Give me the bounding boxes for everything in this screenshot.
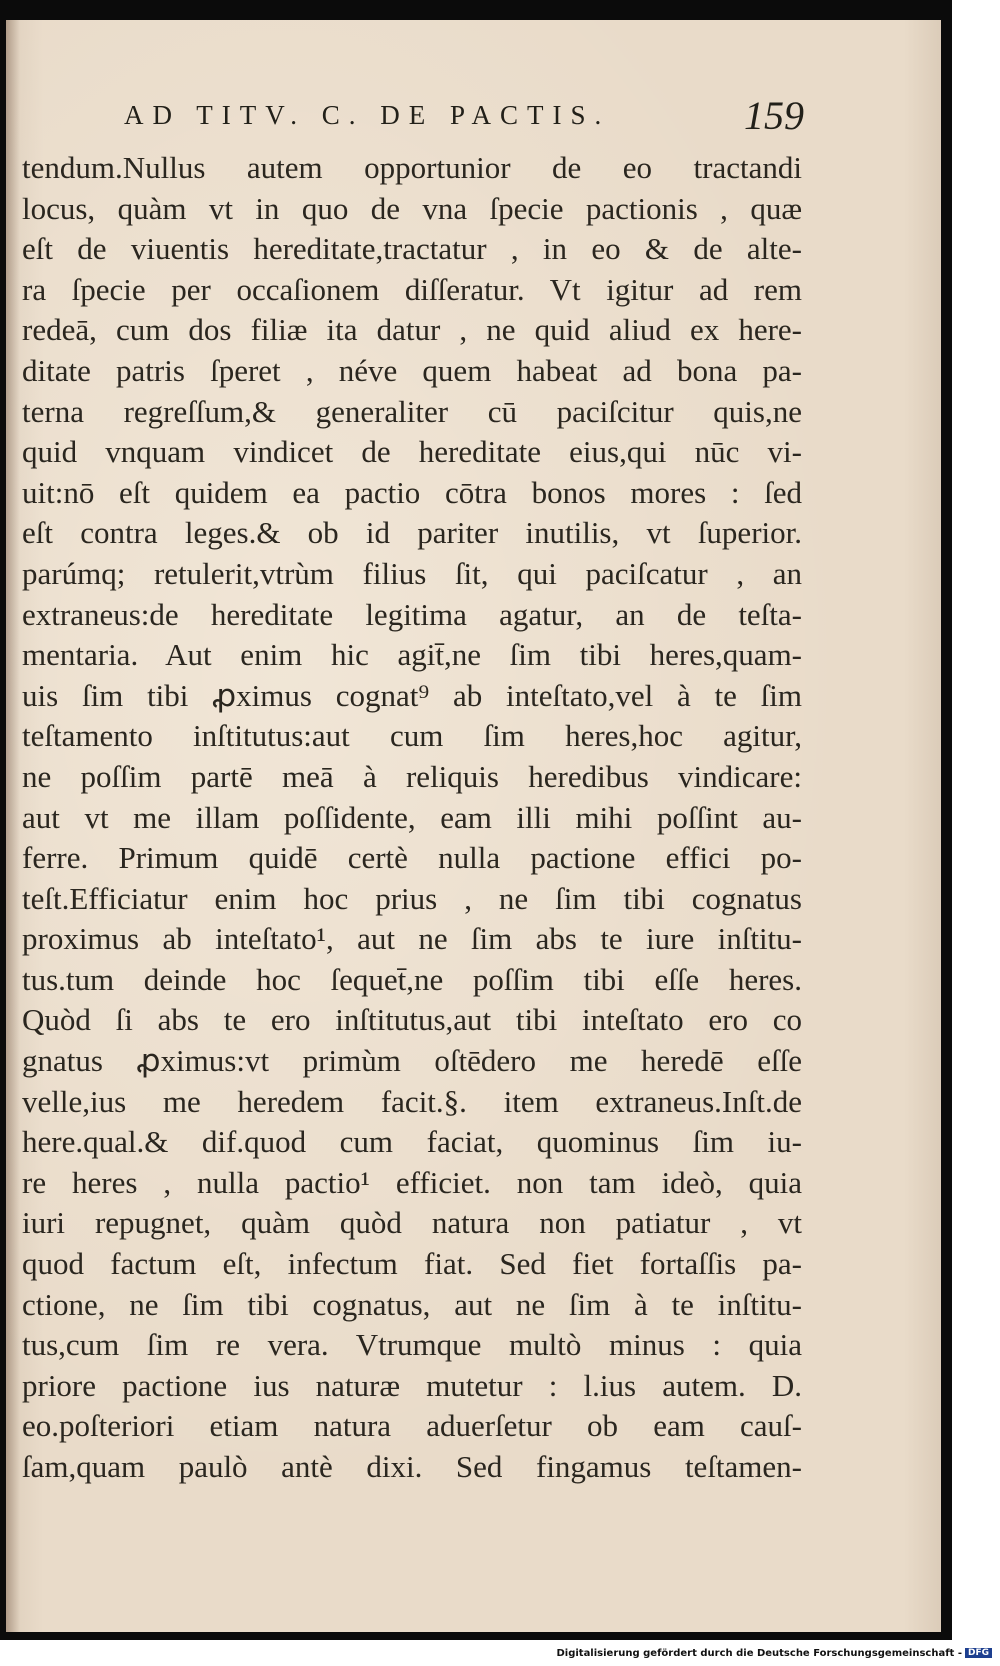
text-line: uis ſim tibi ꝓximus cognat⁹ ab inteſtato,vel à te ſim [22,677,802,713]
text-line: teſtamento inſtitutus:aut cum ſim heres,hoc agitur, [22,718,802,754]
book-page [6,20,941,1632]
gutter-shadow [6,20,20,1632]
text-line: eſt contra leges.& ob id pariter inutilis, vt ſuperior. [22,515,802,551]
text-line: eſt de viuentis hereditate,tractatur , in eo & de alte- [22,231,802,267]
running-head: AD TITV. C. DE PACTIS. [124,100,611,130]
text-line: velle,ius me heredem facit.§. item extraneus.Inſt.de [22,1083,802,1119]
digitization-credit [556,1648,992,1659]
text-line: extraneus:de hereditate legitima agatur, an de teſta- [22,596,802,632]
text-line: uit:nō eſt quidem ea pactio cōtra bonos mores : ſed [22,474,802,510]
text-line: quod factum eſt, infectum fiat. Sed fiet fortaſſis pa- [22,1246,802,1282]
text-line: locus, quàm vt in quo de vna ſpecie pactionis , quæ [22,190,802,226]
text-line: mentaria. Aut enim hic agit̄,ne ſim tibi heres,quam- [22,637,802,673]
credit-text: Digitalisierung gefördert durch die Deutsche Forschungsgemeinschaft - [556,1648,962,1659]
text-line: here.qual.& dif.quod cum faciat, quominus ſim iu- [22,1124,802,1160]
text-line: priore pactione ius naturæ mutetur : l.ius autem. D. [22,1367,802,1403]
text-line: tendum.Nullus autem opportunior de eo tractandi [22,150,802,185]
text-line: ditate patris ſperet , néve quem habeat ad bona pa- [22,352,802,388]
text-line: quid vnquam vindicet de hereditate eius,qui nūc vi- [22,434,802,470]
text-line: proximus ab inteſtato¹, aut ne ſim abs te iure inſtitu- [22,921,802,957]
text-line: tus,cum ſim re vera. Vtrumque multò minus : quia [22,1327,802,1363]
text-line: parúmq; retulerit,vtrùm filius ſit, qui paciſcatur , an [22,555,802,591]
dfg-logo: DFG [965,1648,992,1658]
text-line: ſam,quam paulò antè dixi. Sed fingamus teſtamen- [22,1449,802,1484]
text-line: tus.tum deinde hoc ſequet̄,ne poſſim tibi eſſe heres. [22,961,802,997]
text-line: gnatus ꝓximus:vt primùm oſtēdero me heredē eſſe [22,1043,802,1079]
page-number: 159 [744,93,804,138]
text-line: ra ſpecie per occaſionem diſſeratur. Vt igitur ad rem [22,271,802,307]
text-line: teſt.Efficiatur enim hoc prius , ne ſim tibi cognatus [22,880,802,916]
text-line: re heres , nulla pactio¹ efficiet. non tam ideò, quia [22,1164,802,1200]
body-text [22,148,802,1488]
text-line: Quòd ſi abs te ero inſtitutus,aut tibi inteſtato ero co [22,1002,802,1038]
text-line: ne poſſim partē meā à reliquis heredibus vindicare: [22,758,802,794]
text-line: ctione, ne ſim tibi cognatus, aut ne ſim à te inſtitu- [22,1286,802,1322]
text-line: ferre. Primum quidē certè nulla pactione effici po- [22,840,802,876]
text-line: aut vt me illam poſſidente, eam illi mihi poſſint au- [22,799,802,835]
text-line: eo.poſteriori etiam natura aduerſetur ob eam cauſ- [22,1408,802,1444]
text-line: redeā, cum dos filiæ ita datur , ne quid aliud ex here- [22,312,802,348]
text-line: terna regreſſum,& generaliter cū paciſcitur quis,ne [22,393,802,429]
text-line: iuri repugnet, quàm quòd natura non patiatur , vt [22,1205,802,1241]
